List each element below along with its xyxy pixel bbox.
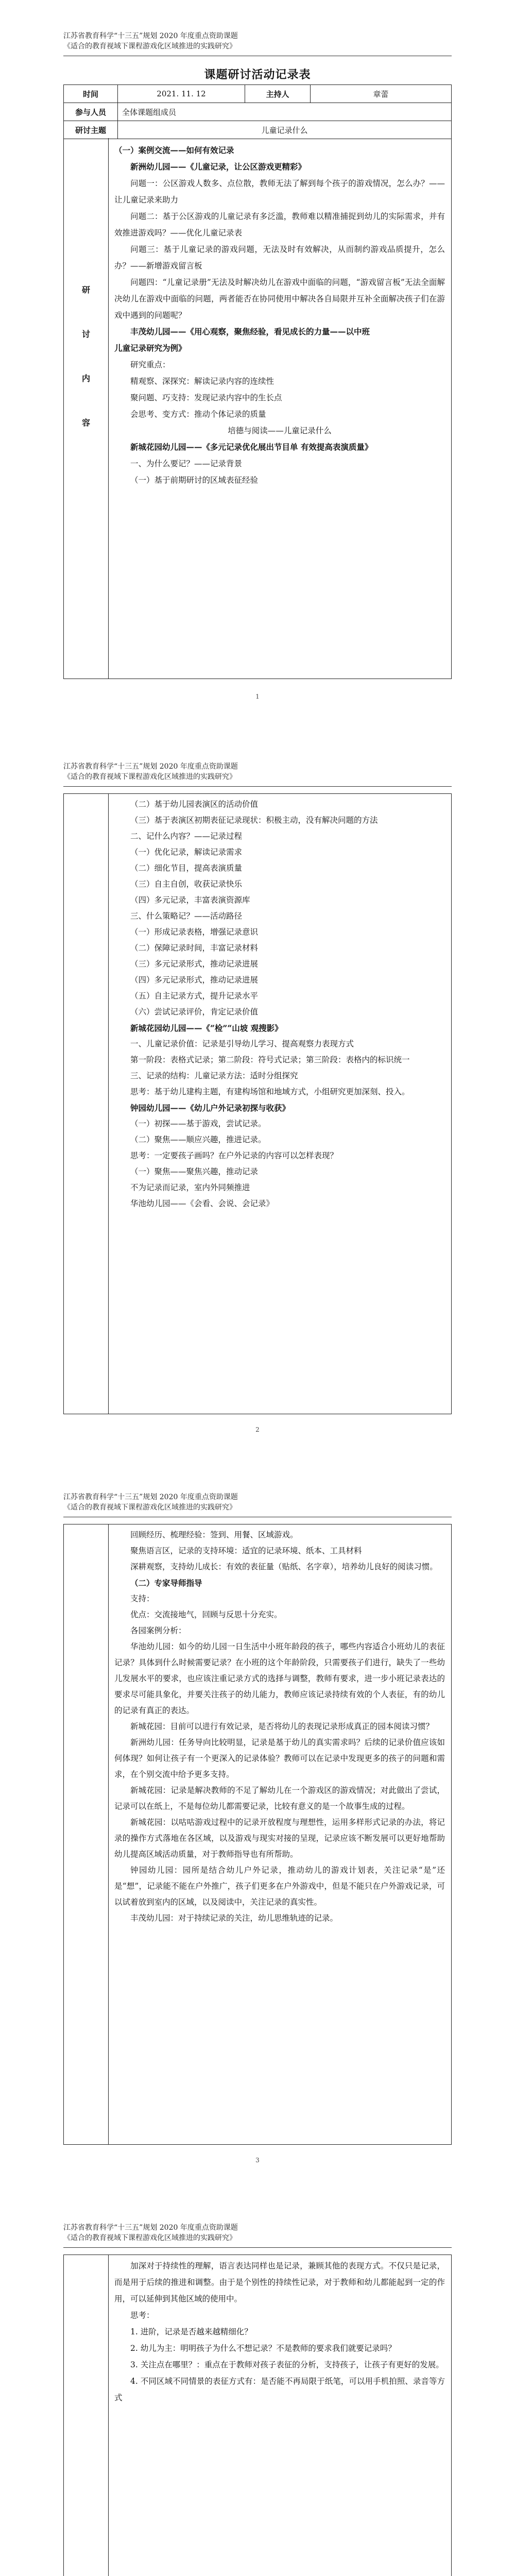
paragraph: （三）多元记录形式，推动记录进展 [130, 959, 259, 969]
header-line-1: 江苏省教育科学“十三五”规划 2020 年度重点资助课题 [63, 2224, 238, 2232]
paragraph: 问题三：基于儿童记录的游戏问题，无法及时有效解决，从而制约游戏品质提升，怎么办？——新增游戏留言板 [114, 245, 445, 270]
page-header [63, 1492, 238, 1513]
paragraph: 不为记录而记录，室内外同频推进 [130, 1183, 250, 1192]
paragraph: 问题一：公区游戏人数多、点位散，教师无法了解到每个孩子的游戏情况，怎么办？——让儿童记录来助力 [114, 179, 445, 205]
paragraph: 1. 进阶，记录是否越来越精细化？ [130, 2327, 252, 2336]
paragraph: 新城花园：以咕咕游戏过程中的记录开放程度与理想性，运用多样形式记录的办法，将记录的操作方式落地在各区域，以及游戏与现实对接的呈现，记录应该不断发展可以更好地帮助幼儿提高区域活动质量，对于教师指导也有所帮助。 [114, 1818, 445, 1859]
paragraph: （一）初探——基于游戏，尝试记录。 [130, 1119, 266, 1128]
paragraph: 华池幼儿园——《会看、会说、会记录》 [130, 1199, 274, 1208]
paragraph: 3. 关注点在哪里？：重点在于教师对孩子表征的分析，支持孩子，让孩子有更好的发展。 [130, 2360, 444, 2369]
paragraph: （六）尝试记录评价，肯定记录价值 [130, 1007, 259, 1016]
case-title: 钟园幼儿园——《幼儿户外记录初探与收获》 [130, 1103, 290, 1113]
paragraph: 聚问题、巧支持：发现记录内容中的生长点 [130, 393, 282, 402]
paragraph: 思考： [130, 2311, 154, 2320]
page-header [63, 761, 238, 782]
paragraph: （二）聚焦——顺应兴趣，推进记录。 [130, 1135, 266, 1144]
page-1 [0, 0, 515, 724]
paragraph: 三、什么策略记？——活动路径 [130, 911, 243, 921]
paragraph: 回顾经历、梳理经验：签到、用餐、区域游戏。 [130, 1530, 298, 1539]
paragraph: （一）聚焦——聚焦兴趣，推动记录 [130, 1167, 259, 1176]
paragraph: （一）形成记录表格，增强记录意识 [130, 927, 259, 937]
paragraph: 思考：基于幼儿建构主题，有建构场馆和地域方式，小组研究更加深刻、投入。 [130, 1087, 410, 1096]
topic-label: 研讨主题 [64, 121, 118, 139]
paragraph: 新城花园：记录是解决教师的不足了解幼儿在一个游戏区的游戏情况；对此做出了尝试，记录可以在纸上，不是每位幼儿都需要记录，比较有意义的是一个故事生成的过程。 [114, 1786, 445, 1811]
content-label-column [63, 2255, 109, 2576]
paragraph: 三、记录的结构：儿童记录方法：适时分组探究 [130, 1071, 298, 1080]
case-title: 新城花园幼儿园——《多元记录优化展出节目单 有效提高表演质量》 [130, 442, 373, 452]
paragraph: （四）多元记录，丰富表演资源库 [130, 895, 250, 905]
paragraph: （一）基于前期研讨的区域表征经验 [130, 476, 259, 485]
paragraph: 优点：交流接地气，回顾与反思十分充实。 [130, 1610, 282, 1619]
page-header [63, 31, 238, 52]
section-heading: （一）案例交流——如何有效记录 [114, 145, 234, 155]
page4-content [114, 2258, 445, 2406]
paragraph: 一、为什么要记？——记录背景 [130, 459, 243, 468]
page-2 [0, 731, 515, 1454]
content-label-column [63, 793, 109, 1414]
page3-content [114, 1527, 445, 1926]
paragraph: 新城花园：目前可以进行有效记录，是否将幼儿的表现记录形成真正的园本阅读习惯？ [130, 1722, 434, 1731]
paragraph: 华池幼儿园：如今的幼儿园一日生活中小班年龄段的孩子，哪些内容适合小班幼儿的表征记录？具体到什么时候需要记录？在小班的这个年龄阶段，只需要孩子们进行，缺失了一些幼儿发展水平的要求，也应该注重记录方式的选择与调整，教师有要求，进一步小班记录表达的要求尽可能具象化，并要关注孩子的幼儿能力，教师应该记录持续有效的个人表征，有的幼儿的记录有真正的表达。 [114, 1642, 445, 1715]
paragraph: 研究重点： [130, 360, 170, 369]
paragraph: 钟园幼儿园：园所是结合幼儿户外记录，推动幼儿的游戏计划表，关注记录“是”还是“想”，记录能不能在户外推广，孩子们更多在户外游戏中，但是不能只在户外游戏记录，可以试着放到室内的区域，以及阅读中，关注记录的真实性。 [114, 1866, 445, 1907]
topic-value: 儿童记录什么 [118, 121, 452, 139]
page-3 [0, 1461, 515, 2185]
host-label: 主持人 [245, 85, 311, 103]
page-4 [0, 2192, 515, 2576]
page1-content [114, 142, 445, 488]
paragraph: 会思考、变方式：推动个体记录的质量 [130, 410, 266, 419]
paragraph: 各园案例分析： [130, 1626, 186, 1635]
time-value: 2021. 11. 12 [118, 85, 245, 103]
header-line-1: 江苏省教育科学“十三五”规划 2020 年度重点资助课题 [63, 762, 238, 771]
paragraph: （二）细化节目，提高表演质量 [130, 863, 243, 873]
paragraph: 丰茂幼儿园：对于持续记录的关注，幼儿思维轨迹的记录。 [130, 1913, 338, 1923]
header-line-2: 《适合的教育视域下课程游戏化区域推进的实践研究》 [63, 42, 236, 50]
content-label: 研 讨 内 容 [81, 285, 90, 428]
paragraph: 问题四：“儿童记录册”无法及时解决幼儿在游戏中面临的问题，“游戏留言板”无法全面解决幼儿在游戏中面临的问题，两者能否在协同使用中解决各自局限并互补全面解决孩子们在游戏中遇到的问题呢？ [114, 278, 445, 320]
paragraph: （一）优化记录，解读记录需求 [130, 848, 243, 857]
paragraph: （三）基于表演区初期表征记录现状：积极主动，没有解决问题的方法 [130, 816, 378, 825]
header-rule [63, 2247, 452, 2248]
document-title: 课题研讨活动记录表 [204, 68, 311, 81]
section-heading: （二）专家导师指导 [130, 1578, 202, 1588]
paragraph: 思考：一定要孩子画吗？在户外记录的内容可以怎样表现？ [130, 1151, 338, 1160]
case-title: 新城花园幼儿园——《“检”“山坡 观搜影》 [130, 1023, 283, 1033]
time-label: 时间 [64, 85, 118, 103]
header-line-1: 江苏省教育科学“十三五”规划 2020 年度重点资助课题 [63, 32, 238, 40]
paragraph: （三）自主自创，收获记录快乐 [130, 879, 243, 889]
page-number: 1 [255, 693, 260, 700]
paragraph: （四）多元记录形式，推动记录进展 [130, 975, 259, 985]
case-title-cont: 儿童记录研究为例》 [114, 343, 186, 353]
page-number: 2 [255, 1426, 260, 1433]
paragraph: 一、儿童记录价值：记录是引导幼儿学习、提高观察力表现方式 [130, 1039, 354, 1048]
paragraph: 深耕观察，支持幼儿成长：有效的表征量（贴纸、名字章），培养幼儿良好的阅读习惯。 [130, 1562, 438, 1571]
header-line-1: 江苏省教育科学“十三五”规划 2020 年度重点资助课题 [63, 1493, 238, 1501]
paragraph: 2. 幼儿为主：明明孩子为什么不想记录？不是教师的要求我们就要记录吗？ [130, 2344, 396, 2353]
page2-content [114, 796, 445, 1212]
paragraph: 4. 不同区域不同情景的表征方式有：是否能不再局限于纸笔，可以用手机拍照、录音等方式 [114, 2377, 445, 2402]
paragraph: 问题二：基于公区游戏的儿童记录有多泛滥，教师难以精准捕捉到幼儿的实际需求，并有效推进游戏吗？——优化儿童记录表 [114, 212, 445, 238]
paragraph: 聚焦语言区，记录的支持环境：适宜的记录环境、纸本、工具材料 [130, 1546, 362, 1555]
content-label-column [63, 1524, 109, 2145]
paragraph: 新洲幼儿园：任务导向比较明显，记录是基于幼儿的真实需求吗？后续的记录价值应该如何体现？如何让孩子有一个更深入的记录体验？教师可以在记录中发现更多的孩子的问题和需求，在个别交流中给予更多支持。 [114, 1738, 445, 1779]
case-title: 新洲幼儿园——《儿童记录，让公区游戏更精彩》 [130, 162, 306, 172]
meta-table [63, 84, 452, 139]
case-title: 丰茂幼儿园——《用心观察，聚焦经验，看见成长的力量——以中班 [130, 327, 370, 336]
paragraph: （二）保障记录时间，丰富记录材料 [130, 943, 259, 953]
paragraph: 加深对于持续性的理解，语言表达同样也是记录，兼顾其他的表现方式。不仅只是记录，而是用于后续的推进和调整。由于是个别性的持续性记录，对于教师和幼儿都能起到一定的作用，可以延伸到其他区域的使用中。 [114, 2261, 445, 2303]
paragraph: 支持： [130, 1594, 154, 1603]
paragraph: 精观察、深探究：解读记录内容的连续性 [130, 377, 274, 386]
paragraph: 第一阶段：表格式记录；第二阶段：符号式记录；第三阶段：表格内的标识统一 [130, 1055, 410, 1064]
paragraph: （五）自主记录方式，提升记录水平 [130, 991, 259, 1001]
paragraph: 培德与阅读——儿童记录什么 [228, 426, 332, 435]
header-line-2: 《适合的教育视域下课程游戏化区域推进的实践研究》 [63, 1503, 236, 1512]
page-number: 3 [255, 2157, 260, 2164]
paragraph: （二）基于幼儿园表演区的活动价值 [130, 800, 259, 809]
header-line-2: 《适合的教育视域下课程游戏化区域推进的实践研究》 [63, 2234, 236, 2242]
host-value: 章蕾 [311, 85, 452, 103]
page-header [63, 2223, 238, 2243]
paragraph: 二、记什么内容？——记录过程 [130, 832, 243, 841]
participants-label: 参与人员 [64, 103, 118, 121]
participants-value: 全体课题组成员 [118, 103, 452, 121]
header-rule [63, 786, 452, 787]
header-line-2: 《适合的教育视域下课程游戏化区域推进的实践研究》 [63, 773, 236, 781]
